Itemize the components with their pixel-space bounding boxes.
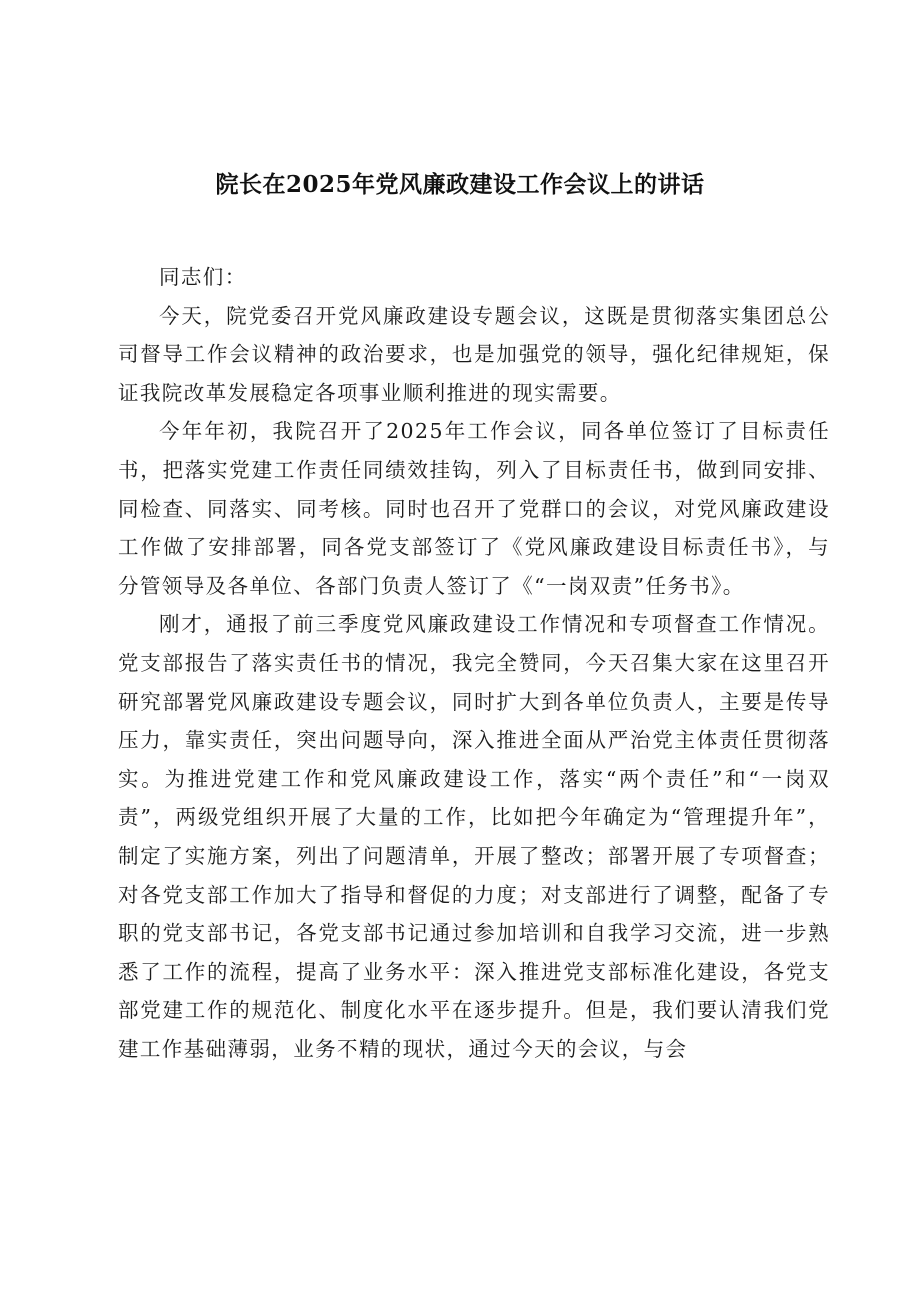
document-body: [118, 258, 830, 1068]
document-title: 院长在2025年党风廉政建设工作会议上的讲话: [215, 171, 705, 198]
paragraph-3: 刚才，通报了前三季度党风廉政建设工作情况和专项督查工作情况。党支部报告了落实责任书的情况，我完全赞同，今天召集大家在这里召开研究部署党风廉政建设专题会议，同时扩大到各单位负责人，主要是传导压力，靠实责任，突出问题导向，深入推进全面从严治党主体责任贯彻落实。为推进党建工作和党风廉政建设工作，落实“两个责任”和“一岗双责”，两级党组织开展了大量的工作，比如把今年确定为“管理提升年”，制定了实施方案，列出了问题清单，开展了整改；部署开展了专项督查；对各党支部工作加大了指导和督促的力度；对支部进行了调整，配备了专职的党支部书记，各党支部书记通过参加培训和自我学习交流，进一步熟悉了工作的流程，提高了业务水平：深入推进党支部标准化建设，各党支部党建工作的规范化、制度化水平在逐步提升。但是，我们要认清我们党建工作基础薄弱，业务不精的现状，通过今天的会议，与会: [118, 612, 830, 1061]
paragraph-1: 今天，院党委召开党风廉政建设专题会议，这既是贯彻落实集团总公司督导工作会议精神的政治要求，也是加强党的领导，强化纪律规矩，保证我院改革发展稳定各项事业顺利推进的现实需要。: [118, 303, 830, 405]
paragraph-2: 今年年初，我院召开了2025年工作会议，同各单位签订了目标责任书，把落实党建工作责任同绩效挂钩，列入了目标责任书，做到同安排、同检查、同落实、同考核。同时也召开了党群口的会议，对党风廉政建设工作做了安排部署，同各党支部签订了《党风廉政建设目标责任书》，与分管领导及各单位、各部门负责人签订了《“一岗双责”任务书》。: [118, 419, 830, 598]
salutation: 同志们：: [159, 265, 247, 289]
